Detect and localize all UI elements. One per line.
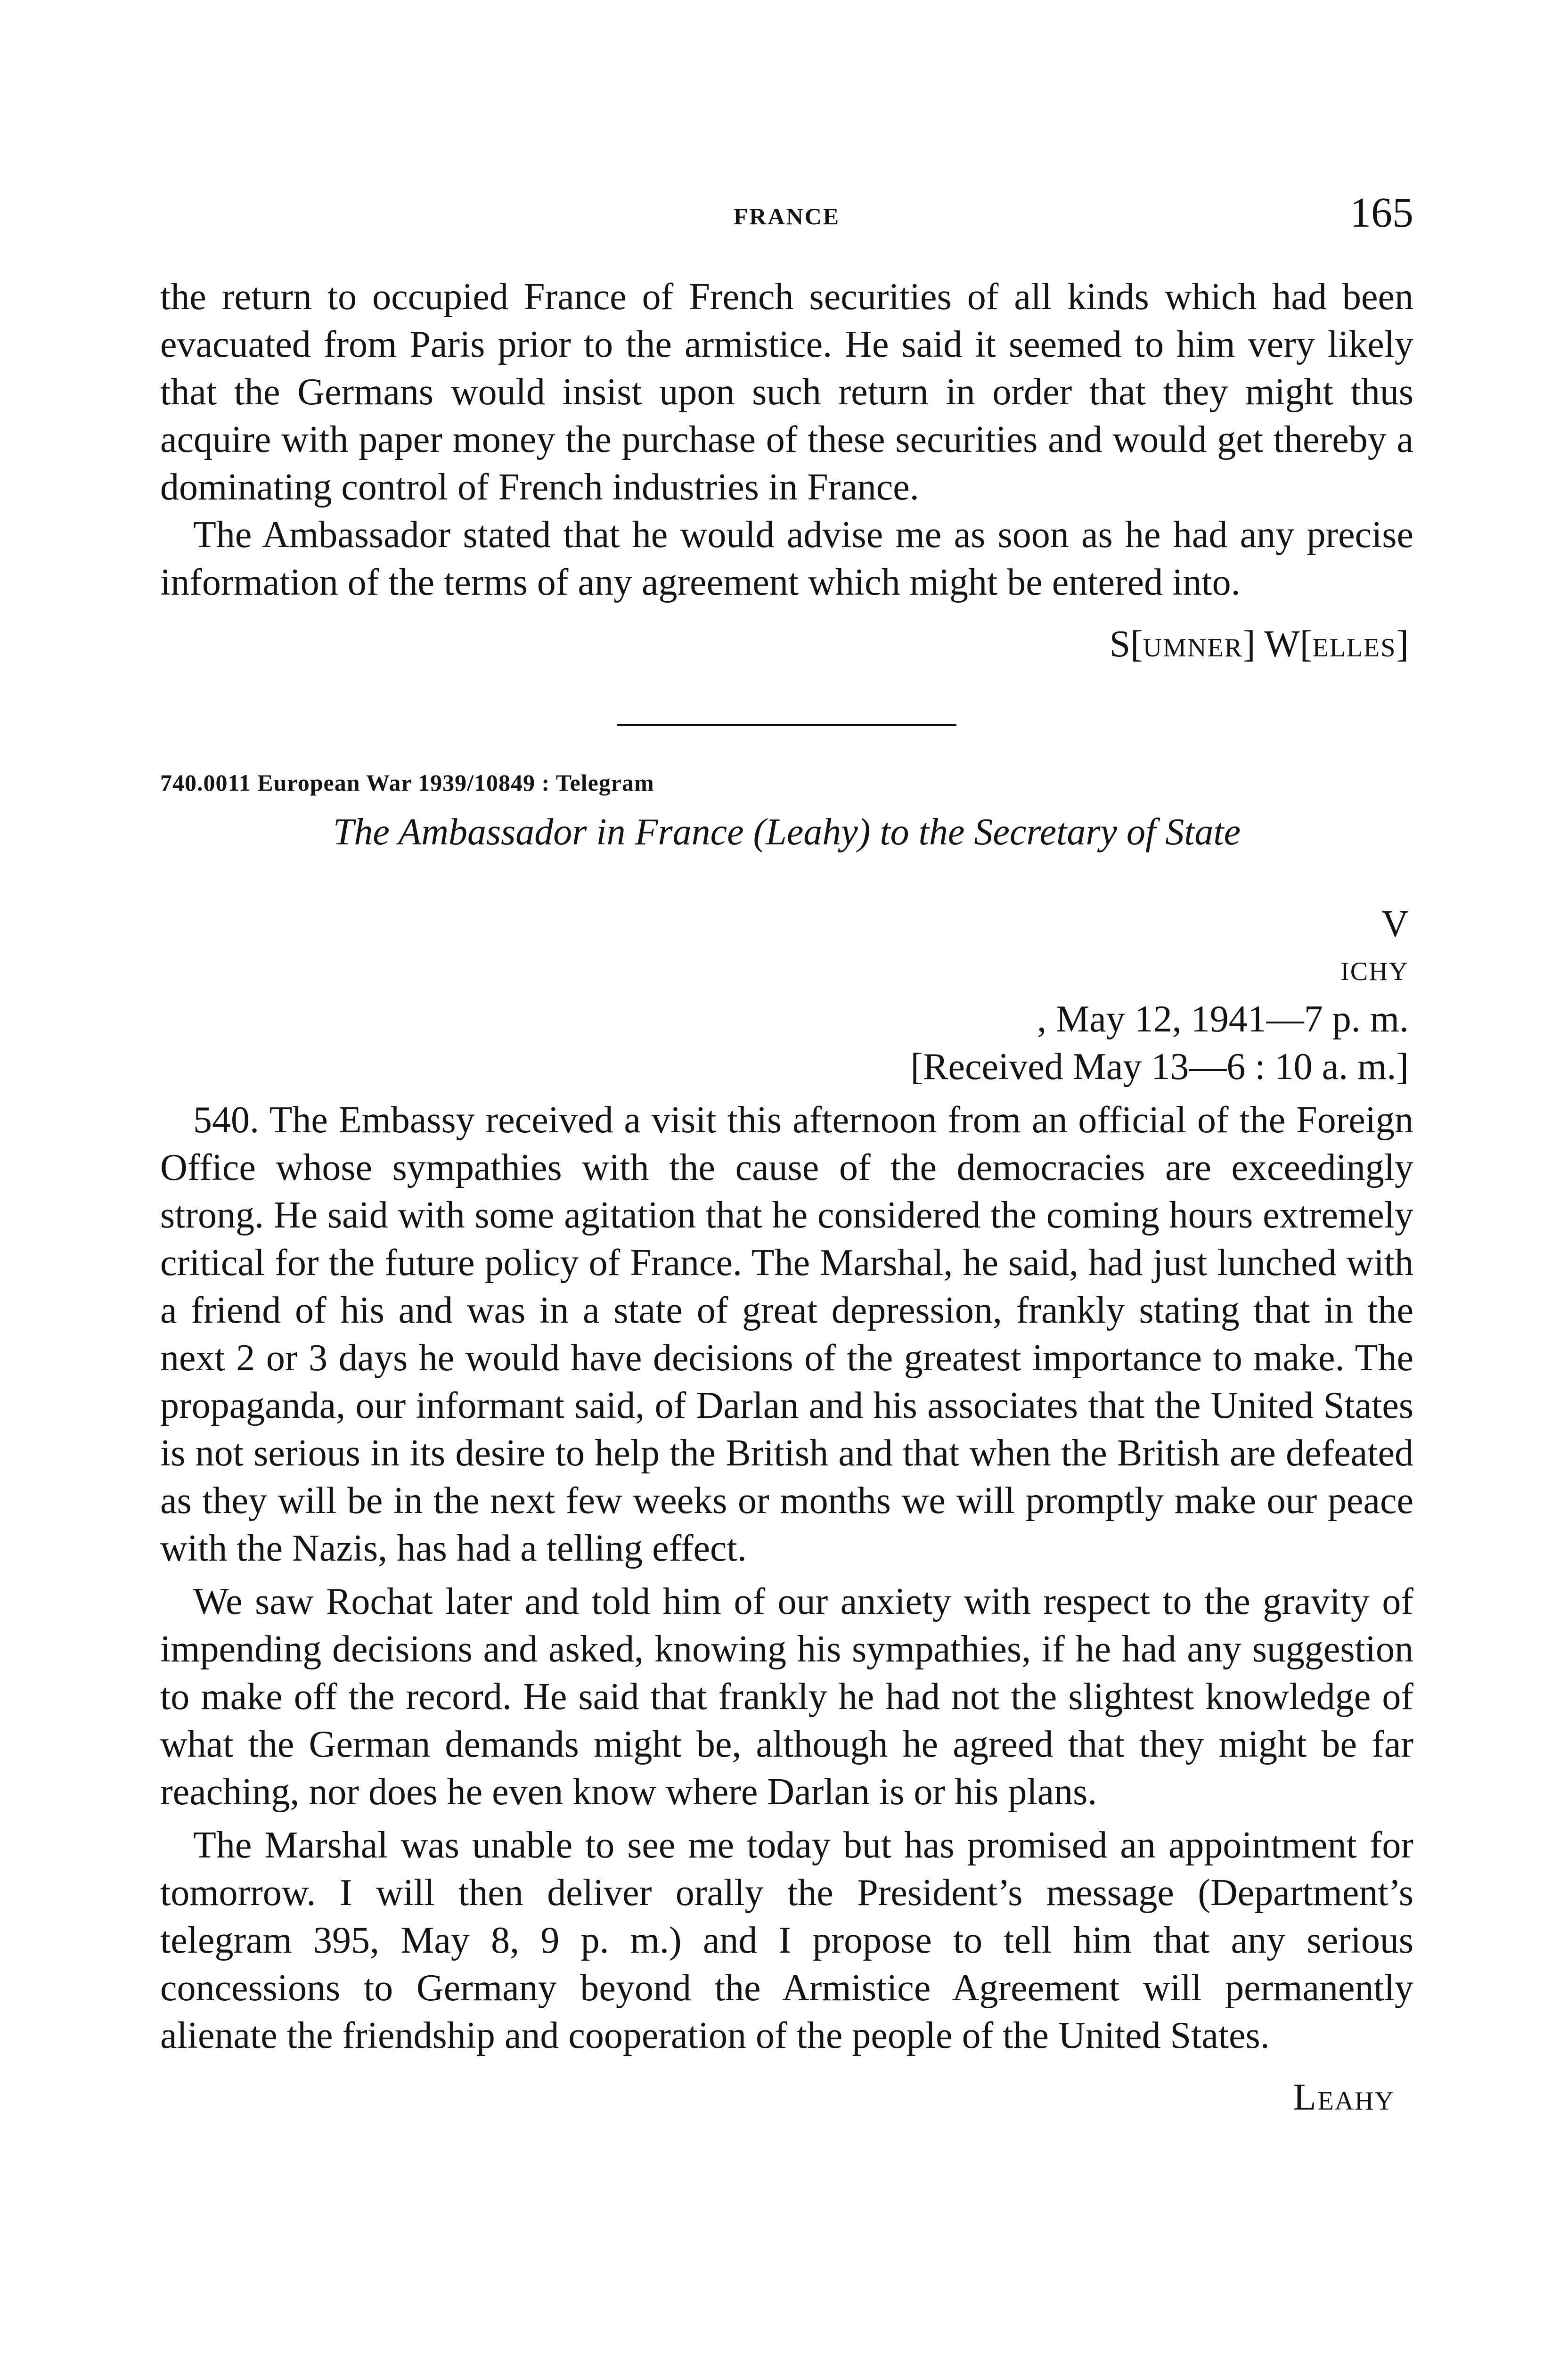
telegram-paragraph-1: 540. The Embassy received a visit this afternoon from an official of the Foreign Office whose sympathies with the cause of the democracies are exceedingly strong. He said with some agitation that he considered the coming hours extremely critical for the future policy of France. The Marshal, he said, had just lunched with a friend of his and was in a state of great depression, frankly stating that in the next 2 or 3 days he would have decisions of the greatest importance to make. The propaganda, our informant said, of Darlan and his associates that the United States is not serious in its desire to help the British and that when the British are defeated as they will be in the next few weeks or months we will promptly make our peace with the Nazis, has had a telling effect.: [160, 1099, 1413, 1569]
page-body: [160, 273, 1413, 2125]
dateline-sent: V ICHY , May 12, 1941—7 p. m.: [1037, 903, 1409, 1040]
running-head: FRANCE: [733, 203, 841, 229]
page-header: [160, 188, 1413, 245]
dateline: [160, 900, 1413, 1091]
leahy-signature: LEAHY: [1293, 2077, 1395, 2118]
telegram-paragraph-3: The Marshal was unable to see me today but has promised an appointment for tomorrow. I will then deliver orally the President’s message (Department’s telegram 395, May 8, 9 p. m.) and I propose to tell him that any serious concessions to Germany beyond the Armistice Agreement will permanently alienate the friendship and cooperation of the people of the United States.: [160, 1824, 1413, 2056]
telegram-paragraph-2: We saw Rochat later and told him of our anxiety with respect to the gravity of impending decisions and asked, knowing his sympathies, if he had any suggestion to make off the record. He said that frankly he had not the slightest knowledge of what the German demands might be, although he agreed that they might be far reaching, nor does he even know where Darlan is or his plans.: [160, 1581, 1413, 1813]
ambassador-paragraph: The Ambassador stated that he would advise me as soon as he had any precise information of the terms of any agreement which might be entered into.: [160, 514, 1413, 603]
section-divider: [617, 724, 956, 726]
welles-signature: S[UMNER] W[ELLES]: [1109, 623, 1409, 665]
file-reference: 740.0011 European War 1939/10849 : Telegram: [160, 769, 654, 796]
document-title: The Ambassador in France (Leahy) to the Secretary of State: [333, 811, 1241, 853]
continued-paragraph: the return to occupied France of French securities of all kinds which had been evacuated from Paris prior to the armistice. He said it seemed to him very likely that the Germans would insist upon such return in order that they might thus acquire with paper money the purchase of these securities and would get thereby a dominating control of French industries in France.: [160, 276, 1413, 508]
page-number: 165: [1350, 189, 1413, 236]
dateline-received: [Received May 13—6 : 10 a. m.]: [910, 1046, 1409, 1088]
